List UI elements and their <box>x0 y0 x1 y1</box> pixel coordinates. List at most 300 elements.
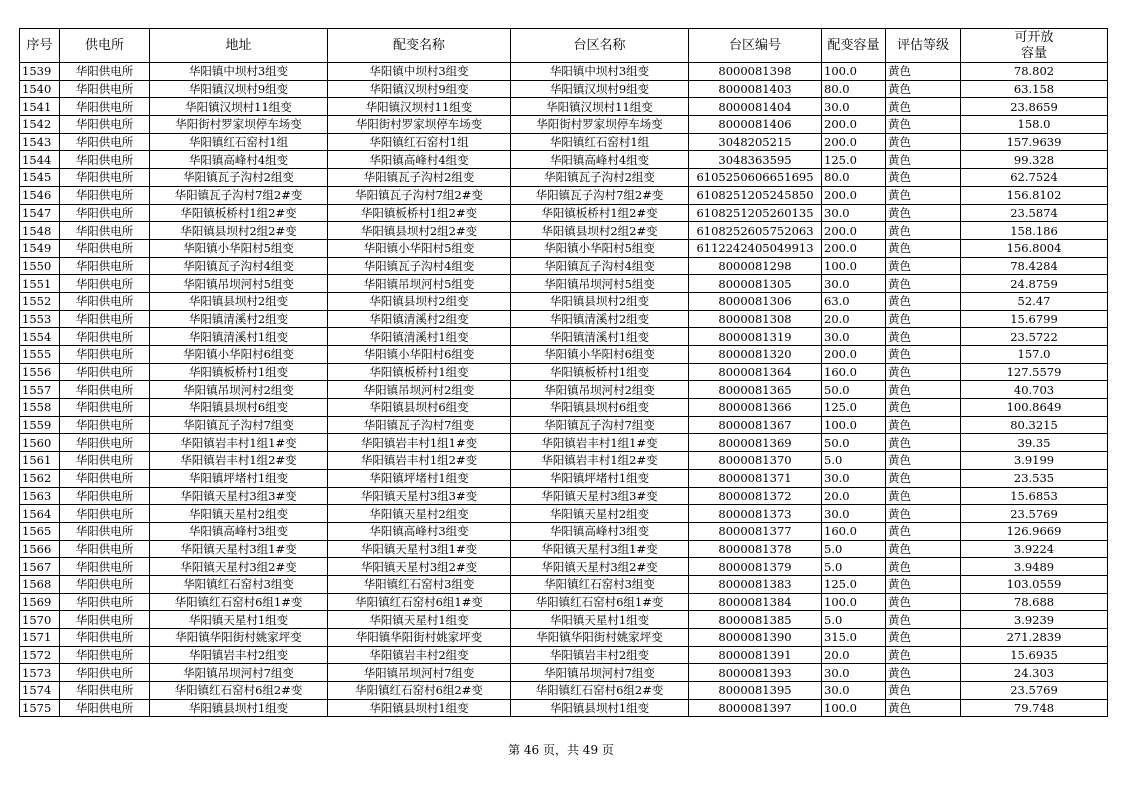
cell-open-capacity: 126.9669 <box>961 522 1108 540</box>
cell-area-code: 6108252605752063 <box>689 222 822 240</box>
col-header-transformer-name: 配变名称 <box>328 29 511 63</box>
cell-index: 1572 <box>20 646 60 664</box>
cell-rating: 黄色 <box>886 204 961 222</box>
cell-area-code: 8000081305 <box>689 275 822 293</box>
cell-area-name: 华阳镇汉坝村9组变 <box>511 80 689 98</box>
cell-station: 华阳供电所 <box>60 664 150 682</box>
cell-address: 华阳镇吊坝河村7组变 <box>150 664 328 682</box>
cell-station: 华阳供电所 <box>60 399 150 417</box>
cell-transformer-name: 华阳镇清溪村2组变 <box>328 310 511 328</box>
cell-station: 华阳供电所 <box>60 222 150 240</box>
cell-index: 1575 <box>20 699 60 717</box>
cell-address: 华阳镇岩丰村2组变 <box>150 646 328 664</box>
cell-station: 华阳供电所 <box>60 133 150 151</box>
cell-open-capacity: 78.4284 <box>961 257 1108 275</box>
cell-index: 1558 <box>20 399 60 417</box>
table-row <box>20 699 1108 717</box>
cell-area-code: 8000081371 <box>689 469 822 487</box>
cell-area-name: 华阳镇天星村3组2#变 <box>511 558 689 576</box>
cell-area-code: 8000081369 <box>689 434 822 452</box>
cell-area-code: 8000081403 <box>689 80 822 98</box>
cell-rating: 黄色 <box>886 664 961 682</box>
cell-open-capacity: 39.35 <box>961 434 1108 452</box>
table-row <box>20 434 1108 452</box>
cell-address: 华阳镇吊坝河村5组变 <box>150 275 328 293</box>
table-row <box>20 593 1108 611</box>
cell-rating: 黄色 <box>886 346 961 364</box>
cell-address: 华阳镇红石窑村6组1#变 <box>150 593 328 611</box>
cell-area-name: 华阳镇中坝村3组变 <box>511 63 689 81</box>
cell-open-capacity: 157.0 <box>961 346 1108 364</box>
cell-capacity: 100.0 <box>822 257 886 275</box>
cell-open-capacity: 23.535 <box>961 469 1108 487</box>
cell-index: 1568 <box>20 575 60 593</box>
table-row <box>20 452 1108 470</box>
cell-area-code: 8000081404 <box>689 98 822 116</box>
cell-capacity: 200.0 <box>822 186 886 204</box>
cell-capacity: 30.0 <box>822 682 886 700</box>
table-row <box>20 310 1108 328</box>
cell-area-name: 华阳镇天星村3组1#变 <box>511 540 689 558</box>
table-row <box>20 80 1108 98</box>
cell-index: 1566 <box>20 540 60 558</box>
cell-area-code: 8000081395 <box>689 682 822 700</box>
cell-transformer-name: 华阳镇天星村3组2#变 <box>328 558 511 576</box>
cell-index: 1567 <box>20 558 60 576</box>
cell-area-name: 华阳镇汉坝村11组变 <box>511 98 689 116</box>
cell-capacity: 5.0 <box>822 611 886 629</box>
cell-transformer-name: 华阳镇小华阳村5组变 <box>328 239 511 257</box>
cell-transformer-name: 华阳镇红石窑村1组 <box>328 133 511 151</box>
cell-rating: 黄色 <box>886 80 961 98</box>
cell-index: 1556 <box>20 363 60 381</box>
table-row <box>20 558 1108 576</box>
table-row <box>20 399 1108 417</box>
cell-transformer-name: 华阳镇吊坝河村2组变 <box>328 381 511 399</box>
cell-index: 1545 <box>20 169 60 187</box>
table-row <box>20 646 1108 664</box>
cell-open-capacity: 158.186 <box>961 222 1108 240</box>
cell-station: 华阳供电所 <box>60 257 150 275</box>
cell-rating: 黄色 <box>886 699 961 717</box>
cell-open-capacity: 79.748 <box>961 699 1108 717</box>
cell-station: 华阳供电所 <box>60 98 150 116</box>
cell-rating: 黄色 <box>886 133 961 151</box>
cell-station: 华阳供电所 <box>60 204 150 222</box>
cell-area-code: 8000081391 <box>689 646 822 664</box>
cell-transformer-name: 华阳镇吊坝河村5组变 <box>328 275 511 293</box>
cell-transformer-name: 华阳镇红石窑村6组1#变 <box>328 593 511 611</box>
cell-index: 1574 <box>20 682 60 700</box>
col-header-area-name: 台区名称 <box>511 29 689 63</box>
cell-rating: 黄色 <box>886 540 961 558</box>
cell-address: 华阳镇瓦子沟村2组变 <box>150 169 328 187</box>
cell-transformer-name: 华阳镇汉坝村11组变 <box>328 98 511 116</box>
cell-area-name: 华阳镇小华阳村5组变 <box>511 239 689 257</box>
cell-open-capacity: 23.5722 <box>961 328 1108 346</box>
cell-area-code: 8000081379 <box>689 558 822 576</box>
table-row <box>20 505 1108 523</box>
cell-rating: 黄色 <box>886 310 961 328</box>
cell-capacity: 200.0 <box>822 222 886 240</box>
cell-area-name: 华阳镇县坝村1组变 <box>511 699 689 717</box>
cell-station: 华阳供电所 <box>60 328 150 346</box>
cell-area-name: 华阳镇高峰村3组变 <box>511 522 689 540</box>
cell-address: 华阳镇县坝村2组变 <box>150 292 328 310</box>
cell-capacity: 200.0 <box>822 239 886 257</box>
table-row <box>20 664 1108 682</box>
cell-capacity: 80.0 <box>822 80 886 98</box>
cell-area-code: 8000081372 <box>689 487 822 505</box>
cell-capacity: 200.0 <box>822 116 886 134</box>
table-row <box>20 257 1108 275</box>
cell-station: 华阳供电所 <box>60 292 150 310</box>
table-body <box>20 63 1108 717</box>
cell-transformer-name: 华阳镇高峰村4组变 <box>328 151 511 169</box>
table-row <box>20 292 1108 310</box>
table-row <box>20 682 1108 700</box>
cell-address: 华阳镇县坝村6组变 <box>150 399 328 417</box>
cell-station: 华阳供电所 <box>60 275 150 293</box>
cell-transformer-name: 华阳镇高峰村3组变 <box>328 522 511 540</box>
cell-area-code: 8000081390 <box>689 629 822 647</box>
cell-index: 1570 <box>20 611 60 629</box>
cell-transformer-name: 华阳镇县坝村2组2#变 <box>328 222 511 240</box>
table-row <box>20 63 1108 81</box>
cell-open-capacity: 62.7524 <box>961 169 1108 187</box>
cell-capacity: 50.0 <box>822 381 886 399</box>
table-row <box>20 629 1108 647</box>
cell-station: 华阳供电所 <box>60 346 150 364</box>
cell-address: 华阳镇华阳街村姚家坪变 <box>150 629 328 647</box>
cell-open-capacity: 15.6853 <box>961 487 1108 505</box>
cell-area-name: 华阳镇高峰村4组变 <box>511 151 689 169</box>
cell-index: 1557 <box>20 381 60 399</box>
cell-station: 华阳供电所 <box>60 699 150 717</box>
cell-area-code: 8000081385 <box>689 611 822 629</box>
col-header-station: 供电所 <box>60 29 150 63</box>
cell-open-capacity: 15.6935 <box>961 646 1108 664</box>
data-table <box>19 28 1108 717</box>
cell-area-name: 华阳镇板桥村1组2#变 <box>511 204 689 222</box>
cell-area-code: 6105250606651695 <box>689 169 822 187</box>
cell-transformer-name: 华阳街村罗家坝停车场变 <box>328 116 511 134</box>
cell-capacity: 100.0 <box>822 699 886 717</box>
cell-capacity: 160.0 <box>822 363 886 381</box>
cell-area-name: 华阳镇清溪村1组变 <box>511 328 689 346</box>
cell-rating: 黄色 <box>886 292 961 310</box>
cell-station: 华阳供电所 <box>60 646 150 664</box>
cell-rating: 黄色 <box>886 186 961 204</box>
cell-capacity: 125.0 <box>822 151 886 169</box>
cell-open-capacity: 23.5769 <box>961 682 1108 700</box>
cell-transformer-name: 华阳镇岩丰村2组变 <box>328 646 511 664</box>
cell-area-name: 华阳镇吊坝河村7组变 <box>511 664 689 682</box>
cell-station: 华阳供电所 <box>60 540 150 558</box>
cell-open-capacity: 156.8004 <box>961 239 1108 257</box>
cell-station: 华阳供电所 <box>60 629 150 647</box>
cell-capacity: 30.0 <box>822 204 886 222</box>
cell-address: 华阳镇高峰村3组变 <box>150 522 328 540</box>
cell-transformer-name: 华阳镇瓦子沟村7组2#变 <box>328 186 511 204</box>
col-header-address: 地址 <box>150 29 328 63</box>
cell-index: 1563 <box>20 487 60 505</box>
cell-area-name: 华阳镇天星村1组变 <box>511 611 689 629</box>
cell-rating: 黄色 <box>886 452 961 470</box>
cell-transformer-name: 华阳镇天星村1组变 <box>328 611 511 629</box>
table-row <box>20 116 1108 134</box>
cell-address: 华阳街村罗家坝停车场变 <box>150 116 328 134</box>
cell-area-name: 华阳镇瓦子沟村4组变 <box>511 257 689 275</box>
cell-address: 华阳镇天星村3组1#变 <box>150 540 328 558</box>
cell-area-name: 华阳镇岩丰村1组1#变 <box>511 434 689 452</box>
cell-capacity: 30.0 <box>822 505 886 523</box>
cell-address: 华阳镇红石窑村6组2#变 <box>150 682 328 700</box>
cell-index: 1542 <box>20 116 60 134</box>
cell-area-name: 华阳镇红石窑村1组 <box>511 133 689 151</box>
cell-area-code: 3048205215 <box>689 133 822 151</box>
cell-open-capacity: 100.8649 <box>961 399 1108 417</box>
cell-rating: 黄色 <box>886 682 961 700</box>
cell-station: 华阳供电所 <box>60 416 150 434</box>
cell-station: 华阳供电所 <box>60 434 150 452</box>
cell-station: 华阳供电所 <box>60 186 150 204</box>
cell-transformer-name: 华阳镇吊坝河村7组变 <box>328 664 511 682</box>
cell-transformer-name: 华阳镇瓦子沟村4组变 <box>328 257 511 275</box>
cell-capacity: 80.0 <box>822 169 886 187</box>
cell-transformer-name: 华阳镇红石窑村6组2#变 <box>328 682 511 700</box>
table-row <box>20 169 1108 187</box>
cell-rating: 黄色 <box>886 399 961 417</box>
cell-rating: 黄色 <box>886 151 961 169</box>
table-row <box>20 222 1108 240</box>
cell-transformer-name: 华阳镇中坝村3组变 <box>328 63 511 81</box>
cell-open-capacity: 23.5874 <box>961 204 1108 222</box>
cell-area-name: 华阳镇坪堵村1组变 <box>511 469 689 487</box>
cell-index: 1549 <box>20 239 60 257</box>
cell-open-capacity: 157.9639 <box>961 133 1108 151</box>
cell-capacity: 100.0 <box>822 593 886 611</box>
cell-capacity: 20.0 <box>822 310 886 328</box>
cell-transformer-name: 华阳镇瓦子沟村2组变 <box>328 169 511 187</box>
cell-rating: 黄色 <box>886 505 961 523</box>
cell-capacity: 30.0 <box>822 275 886 293</box>
cell-index: 1552 <box>20 292 60 310</box>
table-row <box>20 328 1108 346</box>
cell-capacity: 315.0 <box>822 629 886 647</box>
cell-index: 1560 <box>20 434 60 452</box>
table-row <box>20 575 1108 593</box>
table-row <box>20 522 1108 540</box>
cell-area-name: 华阳镇吊坝河村5组变 <box>511 275 689 293</box>
cell-address: 华阳镇汉坝村11组变 <box>150 98 328 116</box>
cell-area-code: 8000081366 <box>689 399 822 417</box>
cell-open-capacity: 80.3215 <box>961 416 1108 434</box>
table-row <box>20 346 1108 364</box>
cell-transformer-name: 华阳镇县坝村1组变 <box>328 699 511 717</box>
cell-area-code: 8000081308 <box>689 310 822 328</box>
cell-address: 华阳镇天星村2组变 <box>150 505 328 523</box>
cell-area-name: 华阳镇瓦子沟村7组2#变 <box>511 186 689 204</box>
cell-station: 华阳供电所 <box>60 381 150 399</box>
cell-station: 华阳供电所 <box>60 469 150 487</box>
cell-area-name: 华阳镇华阳街村姚家坪变 <box>511 629 689 647</box>
open-capacity-label: 可开放容量 <box>1014 29 1054 61</box>
cell-open-capacity: 158.0 <box>961 116 1108 134</box>
table-row <box>20 204 1108 222</box>
cell-index: 1554 <box>20 328 60 346</box>
cell-area-code: 8000081364 <box>689 363 822 381</box>
cell-capacity: 5.0 <box>822 558 886 576</box>
cell-rating: 黄色 <box>886 328 961 346</box>
cell-address: 华阳镇板桥村1组2#变 <box>150 204 328 222</box>
cell-area-name: 华阳镇县坝村6组变 <box>511 399 689 417</box>
cell-rating: 黄色 <box>886 469 961 487</box>
cell-address: 华阳镇红石窑村1组 <box>150 133 328 151</box>
cell-index: 1559 <box>20 416 60 434</box>
cell-open-capacity: 99.328 <box>961 151 1108 169</box>
cell-station: 华阳供电所 <box>60 558 150 576</box>
table-row <box>20 275 1108 293</box>
cell-area-name: 华阳镇吊坝河村2组变 <box>511 381 689 399</box>
cell-area-code: 8000081319 <box>689 328 822 346</box>
cell-capacity: 5.0 <box>822 452 886 470</box>
cell-rating: 黄色 <box>886 416 961 434</box>
cell-station: 华阳供电所 <box>60 575 150 593</box>
cell-area-name: 华阳镇小华阳村6组变 <box>511 346 689 364</box>
cell-area-code: 8000081377 <box>689 522 822 540</box>
cell-transformer-name: 华阳镇板桥村1组变 <box>328 363 511 381</box>
cell-rating: 黄色 <box>886 593 961 611</box>
cell-capacity: 200.0 <box>822 133 886 151</box>
cell-area-name: 华阳镇红石窑村3组变 <box>511 575 689 593</box>
cell-area-name: 华阳镇红石窑村6组1#变 <box>511 593 689 611</box>
cell-area-code: 6108251205260135 <box>689 204 822 222</box>
cell-transformer-name: 华阳镇汉坝村9组变 <box>328 80 511 98</box>
cell-open-capacity: 3.9199 <box>961 452 1108 470</box>
table-row <box>20 540 1108 558</box>
cell-index: 1569 <box>20 593 60 611</box>
cell-area-code: 8000081384 <box>689 593 822 611</box>
cell-transformer-name: 华阳镇天星村3组1#变 <box>328 540 511 558</box>
cell-rating: 黄色 <box>886 487 961 505</box>
cell-index: 1555 <box>20 346 60 364</box>
cell-area-name: 华阳镇瓦子沟村2组变 <box>511 169 689 187</box>
cell-index: 1540 <box>20 80 60 98</box>
cell-area-name: 华阳镇瓦子沟村7组变 <box>511 416 689 434</box>
cell-area-code: 8000081393 <box>689 664 822 682</box>
cell-area-name: 华阳街村罗家坝停车场变 <box>511 116 689 134</box>
header-row <box>20 29 1108 63</box>
cell-transformer-name: 华阳镇清溪村1组变 <box>328 328 511 346</box>
cell-address: 华阳镇瓦子沟村4组变 <box>150 257 328 275</box>
cell-address: 华阳镇瓦子沟村7组变 <box>150 416 328 434</box>
cell-address: 华阳镇岩丰村1组1#变 <box>150 434 328 452</box>
cell-transformer-name: 华阳镇县坝村2组变 <box>328 292 511 310</box>
table-row <box>20 151 1108 169</box>
cell-index: 1561 <box>20 452 60 470</box>
cell-area-code: 8000081365 <box>689 381 822 399</box>
cell-station: 华阳供电所 <box>60 593 150 611</box>
cell-capacity: 125.0 <box>822 575 886 593</box>
cell-rating: 黄色 <box>886 522 961 540</box>
cell-area-code: 8000081320 <box>689 346 822 364</box>
cell-address: 华阳镇天星村3组2#变 <box>150 558 328 576</box>
cell-open-capacity: 103.0559 <box>961 575 1108 593</box>
cell-index: 1564 <box>20 505 60 523</box>
table-row <box>20 133 1108 151</box>
cell-area-name: 华阳镇红石窑村6组2#变 <box>511 682 689 700</box>
col-header-open-capacity <box>961 29 1108 63</box>
cell-station: 华阳供电所 <box>60 63 150 81</box>
cell-rating: 黄色 <box>886 646 961 664</box>
cell-index: 1551 <box>20 275 60 293</box>
cell-open-capacity: 3.9224 <box>961 540 1108 558</box>
cell-station: 华阳供电所 <box>60 487 150 505</box>
cell-rating: 黄色 <box>886 257 961 275</box>
cell-area-code: 8000081373 <box>689 505 822 523</box>
cell-area-code: 8000081397 <box>689 699 822 717</box>
cell-address: 华阳镇清溪村1组变 <box>150 328 328 346</box>
cell-address: 华阳镇清溪村2组变 <box>150 310 328 328</box>
cell-capacity: 160.0 <box>822 522 886 540</box>
cell-open-capacity: 23.8659 <box>961 98 1108 116</box>
cell-index: 1546 <box>20 186 60 204</box>
cell-transformer-name: 华阳镇小华阳村6组变 <box>328 346 511 364</box>
cell-address: 华阳镇县坝村1组变 <box>150 699 328 717</box>
page-number: 第 46 页，共 49 页 <box>508 743 614 757</box>
cell-area-code: 8000081367 <box>689 416 822 434</box>
table-row <box>20 98 1108 116</box>
cell-transformer-name: 华阳镇天星村3组3#变 <box>328 487 511 505</box>
cell-rating: 黄色 <box>886 629 961 647</box>
cell-index: 1562 <box>20 469 60 487</box>
cell-area-name: 华阳镇县坝村2组2#变 <box>511 222 689 240</box>
cell-rating: 黄色 <box>886 381 961 399</box>
cell-address: 华阳镇小华阳村5组变 <box>150 239 328 257</box>
cell-rating: 黄色 <box>886 434 961 452</box>
cell-transformer-name: 华阳镇天星村2组变 <box>328 505 511 523</box>
cell-open-capacity: 23.5769 <box>961 505 1108 523</box>
cell-open-capacity: 78.688 <box>961 593 1108 611</box>
cell-capacity: 100.0 <box>822 63 886 81</box>
cell-area-code: 8000081383 <box>689 575 822 593</box>
cell-address: 华阳镇县坝村2组2#变 <box>150 222 328 240</box>
cell-address: 华阳镇中坝村3组变 <box>150 63 328 81</box>
cell-area-code: 8000081298 <box>689 257 822 275</box>
col-header-capacity: 配变容量 <box>822 29 886 63</box>
cell-area-code: 6112242405049913 <box>689 239 822 257</box>
cell-open-capacity: 127.5579 <box>961 363 1108 381</box>
col-header-area-code: 台区编号 <box>689 29 822 63</box>
cell-transformer-name: 华阳镇华阳街村姚家坪变 <box>328 629 511 647</box>
col-header-rating: 评估等级 <box>886 29 961 63</box>
cell-index: 1565 <box>20 522 60 540</box>
cell-area-name: 华阳镇天星村3组3#变 <box>511 487 689 505</box>
cell-station: 华阳供电所 <box>60 80 150 98</box>
cell-station: 华阳供电所 <box>60 116 150 134</box>
table-row <box>20 487 1108 505</box>
cell-index: 1553 <box>20 310 60 328</box>
cell-capacity: 5.0 <box>822 540 886 558</box>
cell-open-capacity: 52.47 <box>961 292 1108 310</box>
table-row <box>20 611 1108 629</box>
cell-rating: 黄色 <box>886 275 961 293</box>
table-row <box>20 363 1108 381</box>
cell-index: 1573 <box>20 664 60 682</box>
cell-rating: 黄色 <box>886 116 961 134</box>
cell-capacity: 20.0 <box>822 646 886 664</box>
